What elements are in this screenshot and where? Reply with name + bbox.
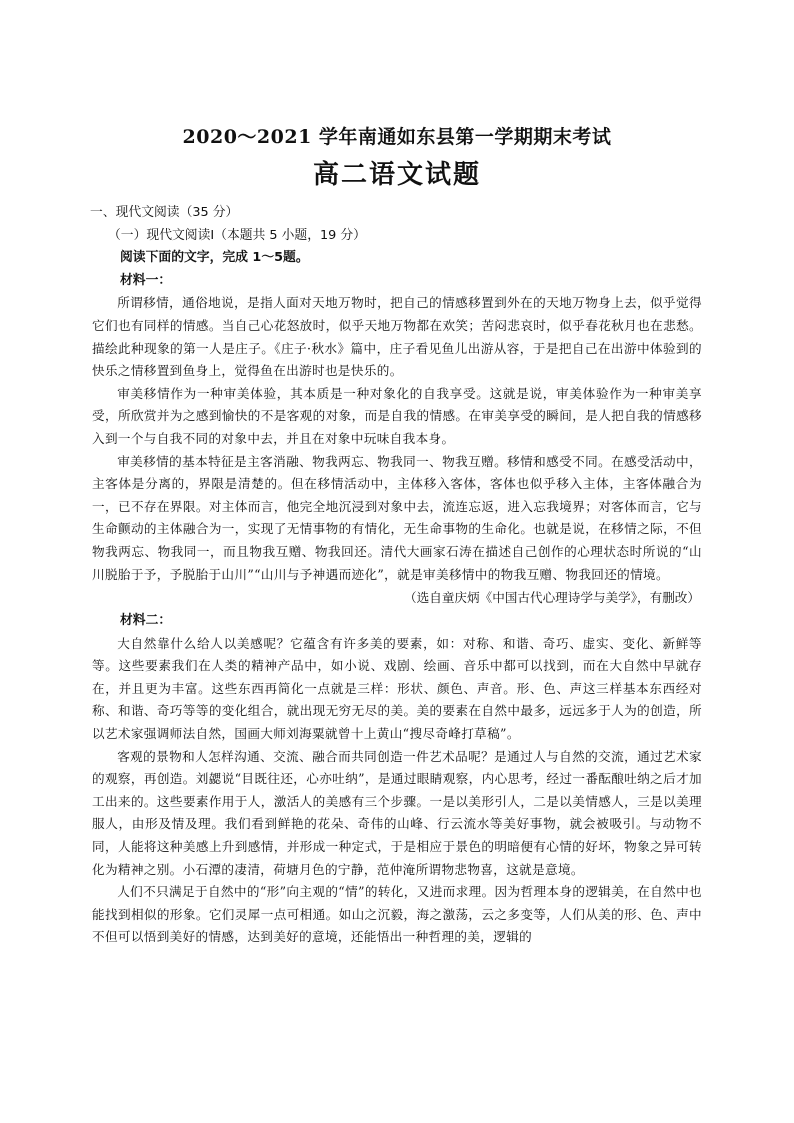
- material-one-label: 材料一：: [120, 272, 172, 288]
- material-one-source: （选自童庆炳《中国古代心理诗学与美学》，有删改）: [404, 590, 700, 606]
- material-two-paragraph-2: 客观的景物和人怎样沟通、交流、融合而共同创造一件艺术品呢？是通过人与自然的交流，通过艺术家的观察，再创造。刘勰说“目既往还，心亦吐纳”，是通过眼睛观察，内心思考，经过一番酝酿吐纳之后才加工出来的。这些要素作用于人，激活人的美感有三个步骤。一是以美形引人，二是以美情感人，三是以美理服人，由形及情及理。我们看到鲜艳的花朵、奇伟的山峰、行云流水等美好事物，就会被吸引。与动物不同，人能将这种美感上升到感情，并形成一种定式，于是相应于景色的明暗便有心情的好坏，物象之异可转化为精神之别。小石潭的凄清，荷塘月色的宁静，范仲淹所谓物悲物喜，这就是意境。: [92, 748, 702, 877]
- exam-title: 2020～2021 学年南通如东县第一学期期末考试: [182, 126, 612, 148]
- material-one-paragraph-2: 审美移情作为一种审美体验，其本质是一种对象化的自我享受。这就是说，审美体验作为一种审美享受，所欣赏并为之感到愉快的不是客观的对象，而是自我的情感。在审美享受的瞬间，是人把自我的情感移入到一个与自我不同的对象中去，并且在对象中玩味自我本身。: [92, 385, 702, 446]
- section-heading: 一、现代文阅读（35 分）: [90, 205, 239, 220]
- exam-subtitle: 高二语文试题: [312, 160, 481, 190]
- material-two-paragraph-3: 人们不只满足于自然中的“形”向主观的“情”的转化，又进而求理。因为哲理本身的逻辑美，在自然中也能找到相似的形象。它们灵犀一点可相通。如山之沉毅，海之激荡，云之多变等，人们从美的形、色、声中不但可以悟到美好的情感，达到美好的意境，还能悟出一种哲理的美，逻辑的: [92, 884, 702, 945]
- material-one-paragraph-3: 审美移情的基本特征是主客消融、物我两忘、物我同一、物我互赠。移情和感受不同。在感受活动中，主客体是分离的，界限是清楚的。但在移情活动中，主体移入客体，客体也似乎移入主体，主客体融合为一，已不存在界限。对主体而言，他完全地沉浸到对象中去，流连忘返，进入忘我境界；对客体而言，它与生命颤动的主体融合为一，实现了无情事物的有情化，无生命事物的生命化。也就是说，在移情之际，不但物我两忘、物我同一，而且物我互赠、物我回还。清代大画家石涛在描述自己创作的心理状态时所说的“山川脱胎于予，予脱胎于山川”“山川与予神遇而迹化”，就是审美移情中的物我互赠、物我回还的情境。: [92, 453, 702, 582]
- reading-instruction: 阅读下面的文字，完成 1～5题。: [120, 250, 309, 266]
- material-one-paragraph-1: 所谓移情，通俗地说，是指人面对天地万物时，把自己的情感移置到外在的天地万物身上去，似乎觉得它们也有同样的情感。当自己心花怒放时，似乎天地万物都在欢笑；苦闷悲哀时，似乎春花秋月也在悲愁。描绘此种现象的第一人是庄子。《庄子·秋水》篇中，庄子看见鱼儿出游从容，于是把自己在出游中体验到的快乐之情移置到鱼身上，觉得鱼在出游时也是快乐的。: [92, 295, 702, 379]
- subsection-heading: （一）现代文阅读Ⅰ（本题共 5 小题，19 分）: [108, 227, 366, 243]
- material-two-paragraph-1: 大自然靠什么给人以美感呢？它蕴含有许多美的要素，如：对称、和谐、奇巧、虚实、变化、新鲜等等。这些要素我们在人类的精神产品中，如小说、戏剧、绘画、音乐中都可以找到，而在大自然中早就存在，并且更为丰富。这些东西再简化一点就是三样：形状、颜色、声音。形、色、声这三样基本东西经对称、和谐、奇巧等等的变化组合，就出现无穷无尽的美。美的要素在自然中最多，远远多于人为的创造，所以艺术家强调师法自然，国画大师刘海粟就曾十上黄山“搜尽奇峰打草稿”。: [92, 635, 702, 742]
- material-two-label: 材料二：: [120, 613, 172, 629]
